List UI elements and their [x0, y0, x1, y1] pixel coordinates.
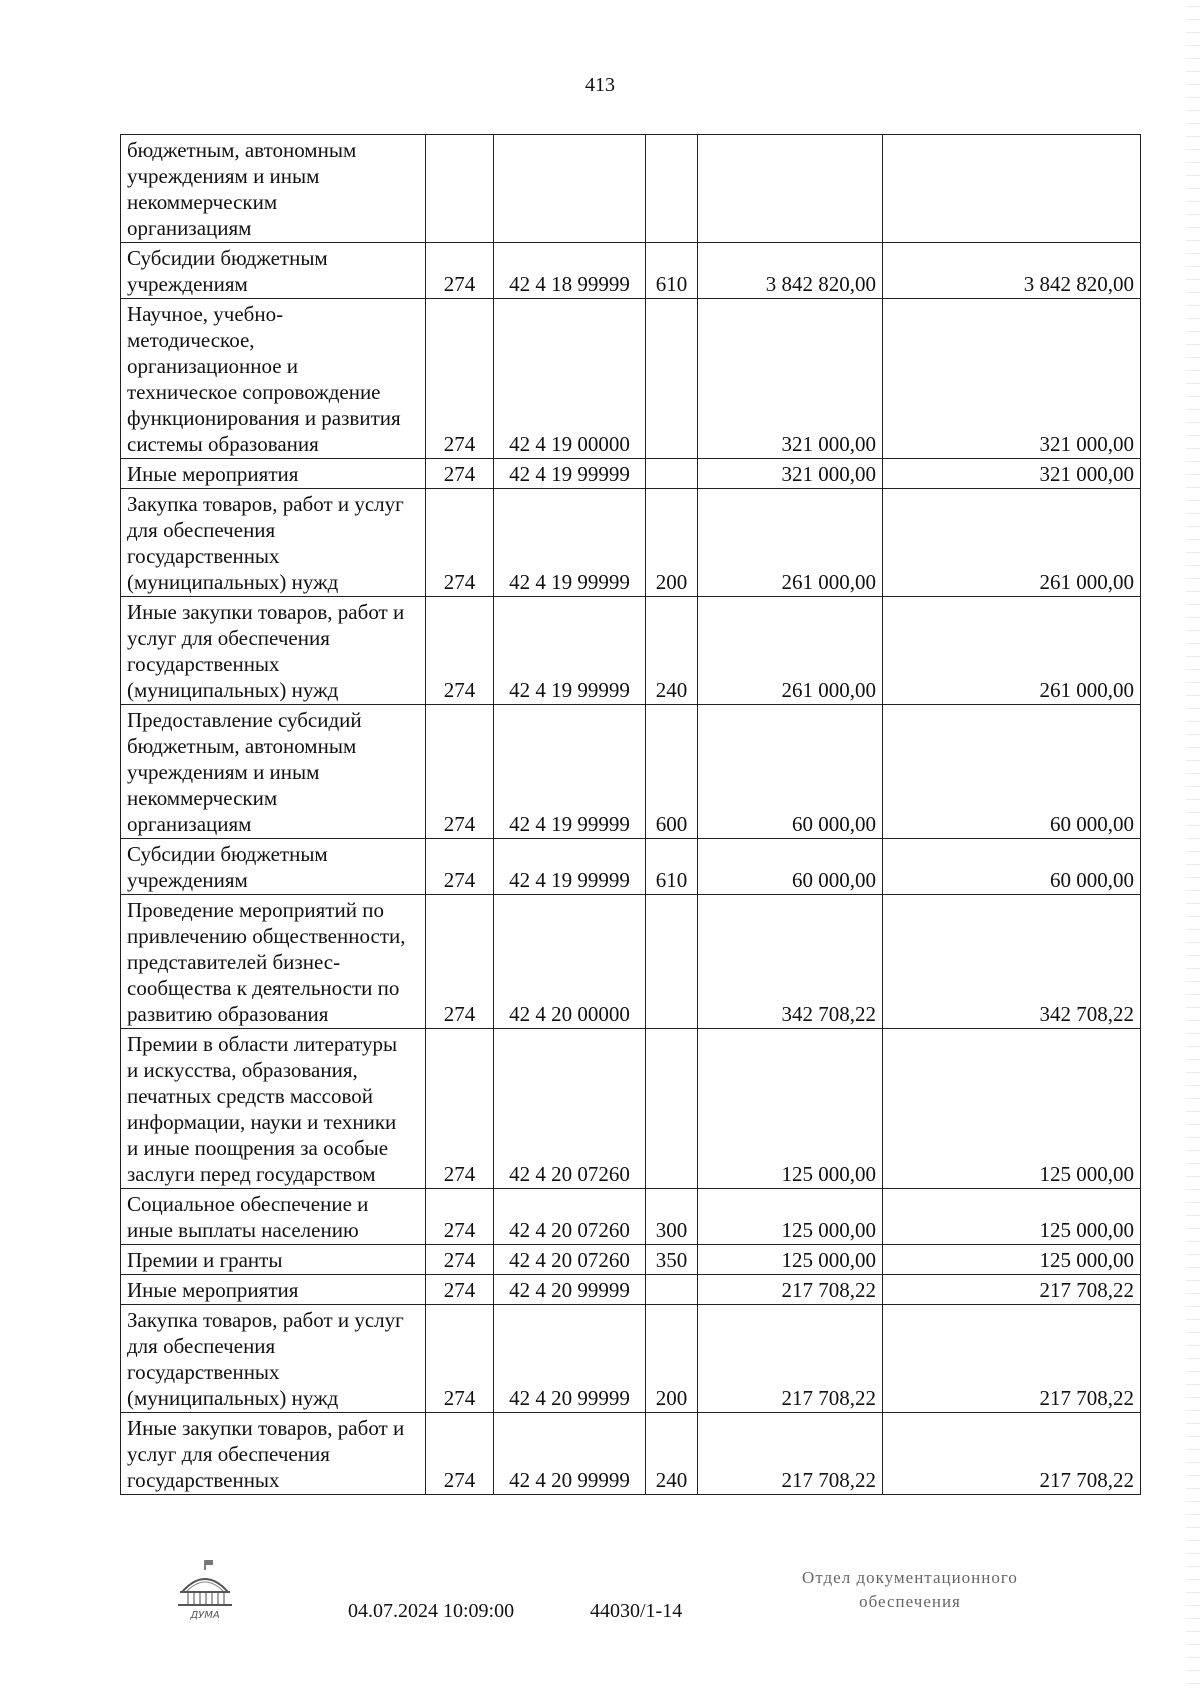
- cell-amount-2: 342 708,22: [883, 895, 1141, 1029]
- cell-expense-type: 240: [646, 597, 698, 705]
- cell-name-line: для обеспечения: [127, 518, 276, 542]
- cell-target-article: [494, 135, 646, 243]
- cell-target-article: 42 4 20 00000: [494, 895, 646, 1029]
- cell-expense-type: 300: [646, 1189, 698, 1245]
- cell-target-article: 42 4 19 99999: [494, 489, 646, 597]
- cell-amount-1: 342 708,22: [698, 895, 883, 1029]
- cell-name-line: заслуги перед государством: [127, 1162, 376, 1186]
- cell-amount-1: 60 000,00: [698, 839, 883, 895]
- cell-name-line: Иные закупки товаров, работ и: [127, 600, 405, 624]
- cell-expense-type: [646, 135, 698, 243]
- cell-name-line: (муниципальных) нужд: [127, 678, 339, 702]
- logo-text: ДУМА: [190, 1610, 220, 1621]
- cell-name: [121, 1189, 426, 1245]
- cell-grbs: 274: [426, 299, 494, 459]
- cell-name-line: Иные закупки товаров, работ и: [127, 1416, 405, 1440]
- cell-name: [121, 1275, 426, 1305]
- cell-target-article: 42 4 19 00000: [494, 299, 646, 459]
- cell-amount-2: 60 000,00: [883, 839, 1141, 895]
- cell-target-article: 42 4 20 99999: [494, 1275, 646, 1305]
- cell-name-line: бюджетным, автономным: [127, 734, 357, 758]
- cell-name-line: организационное и: [127, 354, 299, 378]
- cell-grbs: 274: [426, 839, 494, 895]
- budget-table-container: [120, 134, 1140, 1495]
- cell-name-line: услуг для обеспечения: [127, 1442, 330, 1466]
- table-row: [121, 1029, 1141, 1189]
- cell-target-article: 42 4 19 99999: [494, 839, 646, 895]
- cell-name-line: методическое,: [127, 328, 255, 352]
- cell-grbs: 274: [426, 597, 494, 705]
- cell-expense-type: 200: [646, 489, 698, 597]
- cell-amount-1: 217 708,22: [698, 1275, 883, 1305]
- cell-name-line: Проведение мероприятий по: [127, 898, 384, 922]
- cell-grbs: 274: [426, 459, 494, 489]
- scan-edge-artifact: [1186, 0, 1200, 1695]
- cell-amount-1: 217 708,22: [698, 1305, 883, 1413]
- cell-name-line: некоммерческим: [127, 786, 278, 810]
- cell-name-line: Предоставление субсидий: [127, 708, 362, 732]
- cell-name: [121, 705, 426, 839]
- cell-name-line: государственных: [127, 544, 280, 568]
- cell-name-line: Социальное обеспечение и: [127, 1192, 369, 1216]
- footer-document-code: 44030/1-14: [590, 1600, 683, 1622]
- cell-grbs: 274: [426, 489, 494, 597]
- cell-target-article: 42 4 18 99999: [494, 243, 646, 299]
- cell-name-line: некоммерческим: [127, 190, 278, 214]
- cell-grbs: 274: [426, 1189, 494, 1245]
- cell-amount-2: 125 000,00: [883, 1189, 1141, 1245]
- table-row: [121, 459, 1141, 489]
- cell-name: [121, 1245, 426, 1275]
- cell-expense-type: 200: [646, 1305, 698, 1413]
- building-dome-icon: [170, 1558, 240, 1624]
- cell-name: [121, 299, 426, 459]
- cell-name-line: государственных: [127, 1360, 280, 1384]
- cell-grbs: 274: [426, 1029, 494, 1189]
- cell-expense-type: 610: [646, 243, 698, 299]
- cell-name: [121, 597, 426, 705]
- cell-amount-2: 217 708,22: [883, 1413, 1141, 1495]
- cell-amount-2: 125 000,00: [883, 1029, 1141, 1189]
- cell-grbs: 274: [426, 705, 494, 839]
- table-row: [121, 1413, 1141, 1495]
- cell-name-line: Иные мероприятия: [127, 1278, 299, 1302]
- footer-datetime: 04.07.2024 10:09:00: [348, 1600, 515, 1622]
- cell-amount-2: 217 708,22: [883, 1275, 1141, 1305]
- cell-name-line: Премии и гранты: [127, 1248, 283, 1272]
- cell-amount-1: 60 000,00: [698, 705, 883, 839]
- cell-amount-1: 261 000,00: [698, 597, 883, 705]
- cell-amount-2: 321 000,00: [883, 299, 1141, 459]
- cell-name: [121, 459, 426, 489]
- cell-amount-1: 217 708,22: [698, 1413, 883, 1495]
- cell-name: [121, 1413, 426, 1495]
- cell-expense-type: [646, 459, 698, 489]
- table-row: [121, 489, 1141, 597]
- cell-grbs: 274: [426, 895, 494, 1029]
- cell-amount-1: 125 000,00: [698, 1029, 883, 1189]
- cell-name-line: услуг для обеспечения: [127, 626, 330, 650]
- cell-amount-1: [698, 135, 883, 243]
- duma-logo: [170, 1558, 240, 1624]
- cell-name-line: информации, науки и техники: [127, 1110, 397, 1134]
- cell-grbs: 274: [426, 1413, 494, 1495]
- table-row: [121, 243, 1141, 299]
- cell-grbs: 274: [426, 1275, 494, 1305]
- department-stamp: [760, 1566, 1060, 1614]
- cell-name-line: учреждениям и иным: [127, 164, 320, 188]
- cell-name: [121, 1305, 426, 1413]
- cell-amount-2: 321 000,00: [883, 459, 1141, 489]
- cell-amount-1: 261 000,00: [698, 489, 883, 597]
- table-row: [121, 299, 1141, 459]
- cell-name-line: техническое сопровождение: [127, 380, 381, 404]
- cell-name-line: учреждениям: [127, 868, 248, 892]
- cell-amount-1: 125 000,00: [698, 1245, 883, 1275]
- table-row: [121, 1245, 1141, 1275]
- cell-name-line: Субсидии бюджетным: [127, 246, 328, 270]
- cell-target-article: 42 4 19 99999: [494, 597, 646, 705]
- cell-name-line: организациям: [127, 812, 252, 836]
- cell-name-line: функционирования и развития: [127, 406, 401, 430]
- table-row: [121, 597, 1141, 705]
- cell-amount-1: 321 000,00: [698, 459, 883, 489]
- cell-name: [121, 243, 426, 299]
- cell-expense-type: 240: [646, 1413, 698, 1495]
- cell-amount-1: 321 000,00: [698, 299, 883, 459]
- cell-amount-2: 261 000,00: [883, 489, 1141, 597]
- table-row: [121, 1189, 1141, 1245]
- cell-amount-1: 125 000,00: [698, 1189, 883, 1245]
- cell-grbs: 274: [426, 243, 494, 299]
- cell-name-line: (муниципальных) нужд: [127, 1386, 339, 1410]
- cell-target-article: 42 4 20 99999: [494, 1305, 646, 1413]
- cell-name-line: учреждениям и иным: [127, 760, 320, 784]
- cell-name-line: государственных: [127, 652, 280, 676]
- cell-name-line: сообщества к деятельности по: [127, 976, 400, 1000]
- cell-amount-1: 3 842 820,00: [698, 243, 883, 299]
- cell-expense-type: [646, 1275, 698, 1305]
- table-row: [121, 1275, 1141, 1305]
- cell-name-line: представителей бизнес-: [127, 950, 341, 974]
- cell-name-line: иные выплаты населению: [127, 1218, 359, 1242]
- cell-name-line: Субсидии бюджетным: [127, 842, 328, 866]
- cell-name-line: системы образования: [127, 432, 319, 456]
- cell-name-line: развитию образования: [127, 1002, 329, 1026]
- cell-amount-2: 217 708,22: [883, 1305, 1141, 1413]
- cell-amount-2: 261 000,00: [883, 597, 1141, 705]
- cell-target-article: 42 4 20 07260: [494, 1029, 646, 1189]
- cell-name-line: Иные мероприятия: [127, 462, 299, 486]
- cell-name-line: для обеспечения: [127, 1334, 276, 1358]
- cell-name-line: организациям: [127, 216, 252, 240]
- cell-name-line: печатных средств массовой: [127, 1084, 373, 1108]
- cell-target-article: 42 4 20 07260: [494, 1245, 646, 1275]
- cell-name-line: и иные поощрения за особые: [127, 1136, 389, 1160]
- page-number: 413: [585, 74, 615, 96]
- stamp-line: Отдел документационного: [802, 1568, 1018, 1587]
- stamp-line: обеспечения: [859, 1592, 961, 1611]
- table-row: [121, 1305, 1141, 1413]
- cell-expense-type: [646, 299, 698, 459]
- cell-name-line: бюджетным, автономным: [127, 138, 357, 162]
- cell-amount-2: [883, 135, 1141, 243]
- cell-name: [121, 895, 426, 1029]
- cell-name: [121, 1029, 426, 1189]
- cell-amount-2: 3 842 820,00: [883, 243, 1141, 299]
- cell-grbs: [426, 135, 494, 243]
- cell-expense-type: 600: [646, 705, 698, 839]
- cell-name-line: привлечению общественности,: [127, 924, 406, 948]
- budget-table: [120, 134, 1141, 1495]
- cell-amount-2: 60 000,00: [883, 705, 1141, 839]
- cell-expense-type: [646, 1029, 698, 1189]
- cell-expense-type: 610: [646, 839, 698, 895]
- cell-name-line: (муниципальных) нужд: [127, 570, 339, 594]
- table-row: [121, 895, 1141, 1029]
- cell-name: [121, 489, 426, 597]
- cell-name: [121, 839, 426, 895]
- cell-name-line: государственных: [127, 1468, 280, 1492]
- cell-name-line: Закупка товаров, работ и услуг: [127, 1308, 404, 1332]
- cell-target-article: 42 4 20 07260: [494, 1189, 646, 1245]
- cell-grbs: 274: [426, 1245, 494, 1275]
- table-row: [121, 705, 1141, 839]
- cell-expense-type: [646, 895, 698, 1029]
- cell-target-article: 42 4 20 99999: [494, 1413, 646, 1495]
- cell-expense-type: 350: [646, 1245, 698, 1275]
- cell-name-line: Закупка товаров, работ и услуг: [127, 492, 404, 516]
- cell-name-line: и искусства, образования,: [127, 1058, 358, 1082]
- cell-amount-2: 125 000,00: [883, 1245, 1141, 1275]
- budget-table-body: [121, 135, 1141, 1495]
- table-row: [121, 135, 1141, 243]
- cell-name-line: Премии в области литературы: [127, 1032, 398, 1056]
- cell-name-line: Научное, учебно-: [127, 302, 284, 326]
- cell-target-article: 42 4 19 99999: [494, 705, 646, 839]
- cell-name-line: учреждениям: [127, 272, 248, 296]
- cell-target-article: 42 4 19 99999: [494, 459, 646, 489]
- cell-name: [121, 135, 426, 243]
- table-row: [121, 839, 1141, 895]
- cell-grbs: 274: [426, 1305, 494, 1413]
